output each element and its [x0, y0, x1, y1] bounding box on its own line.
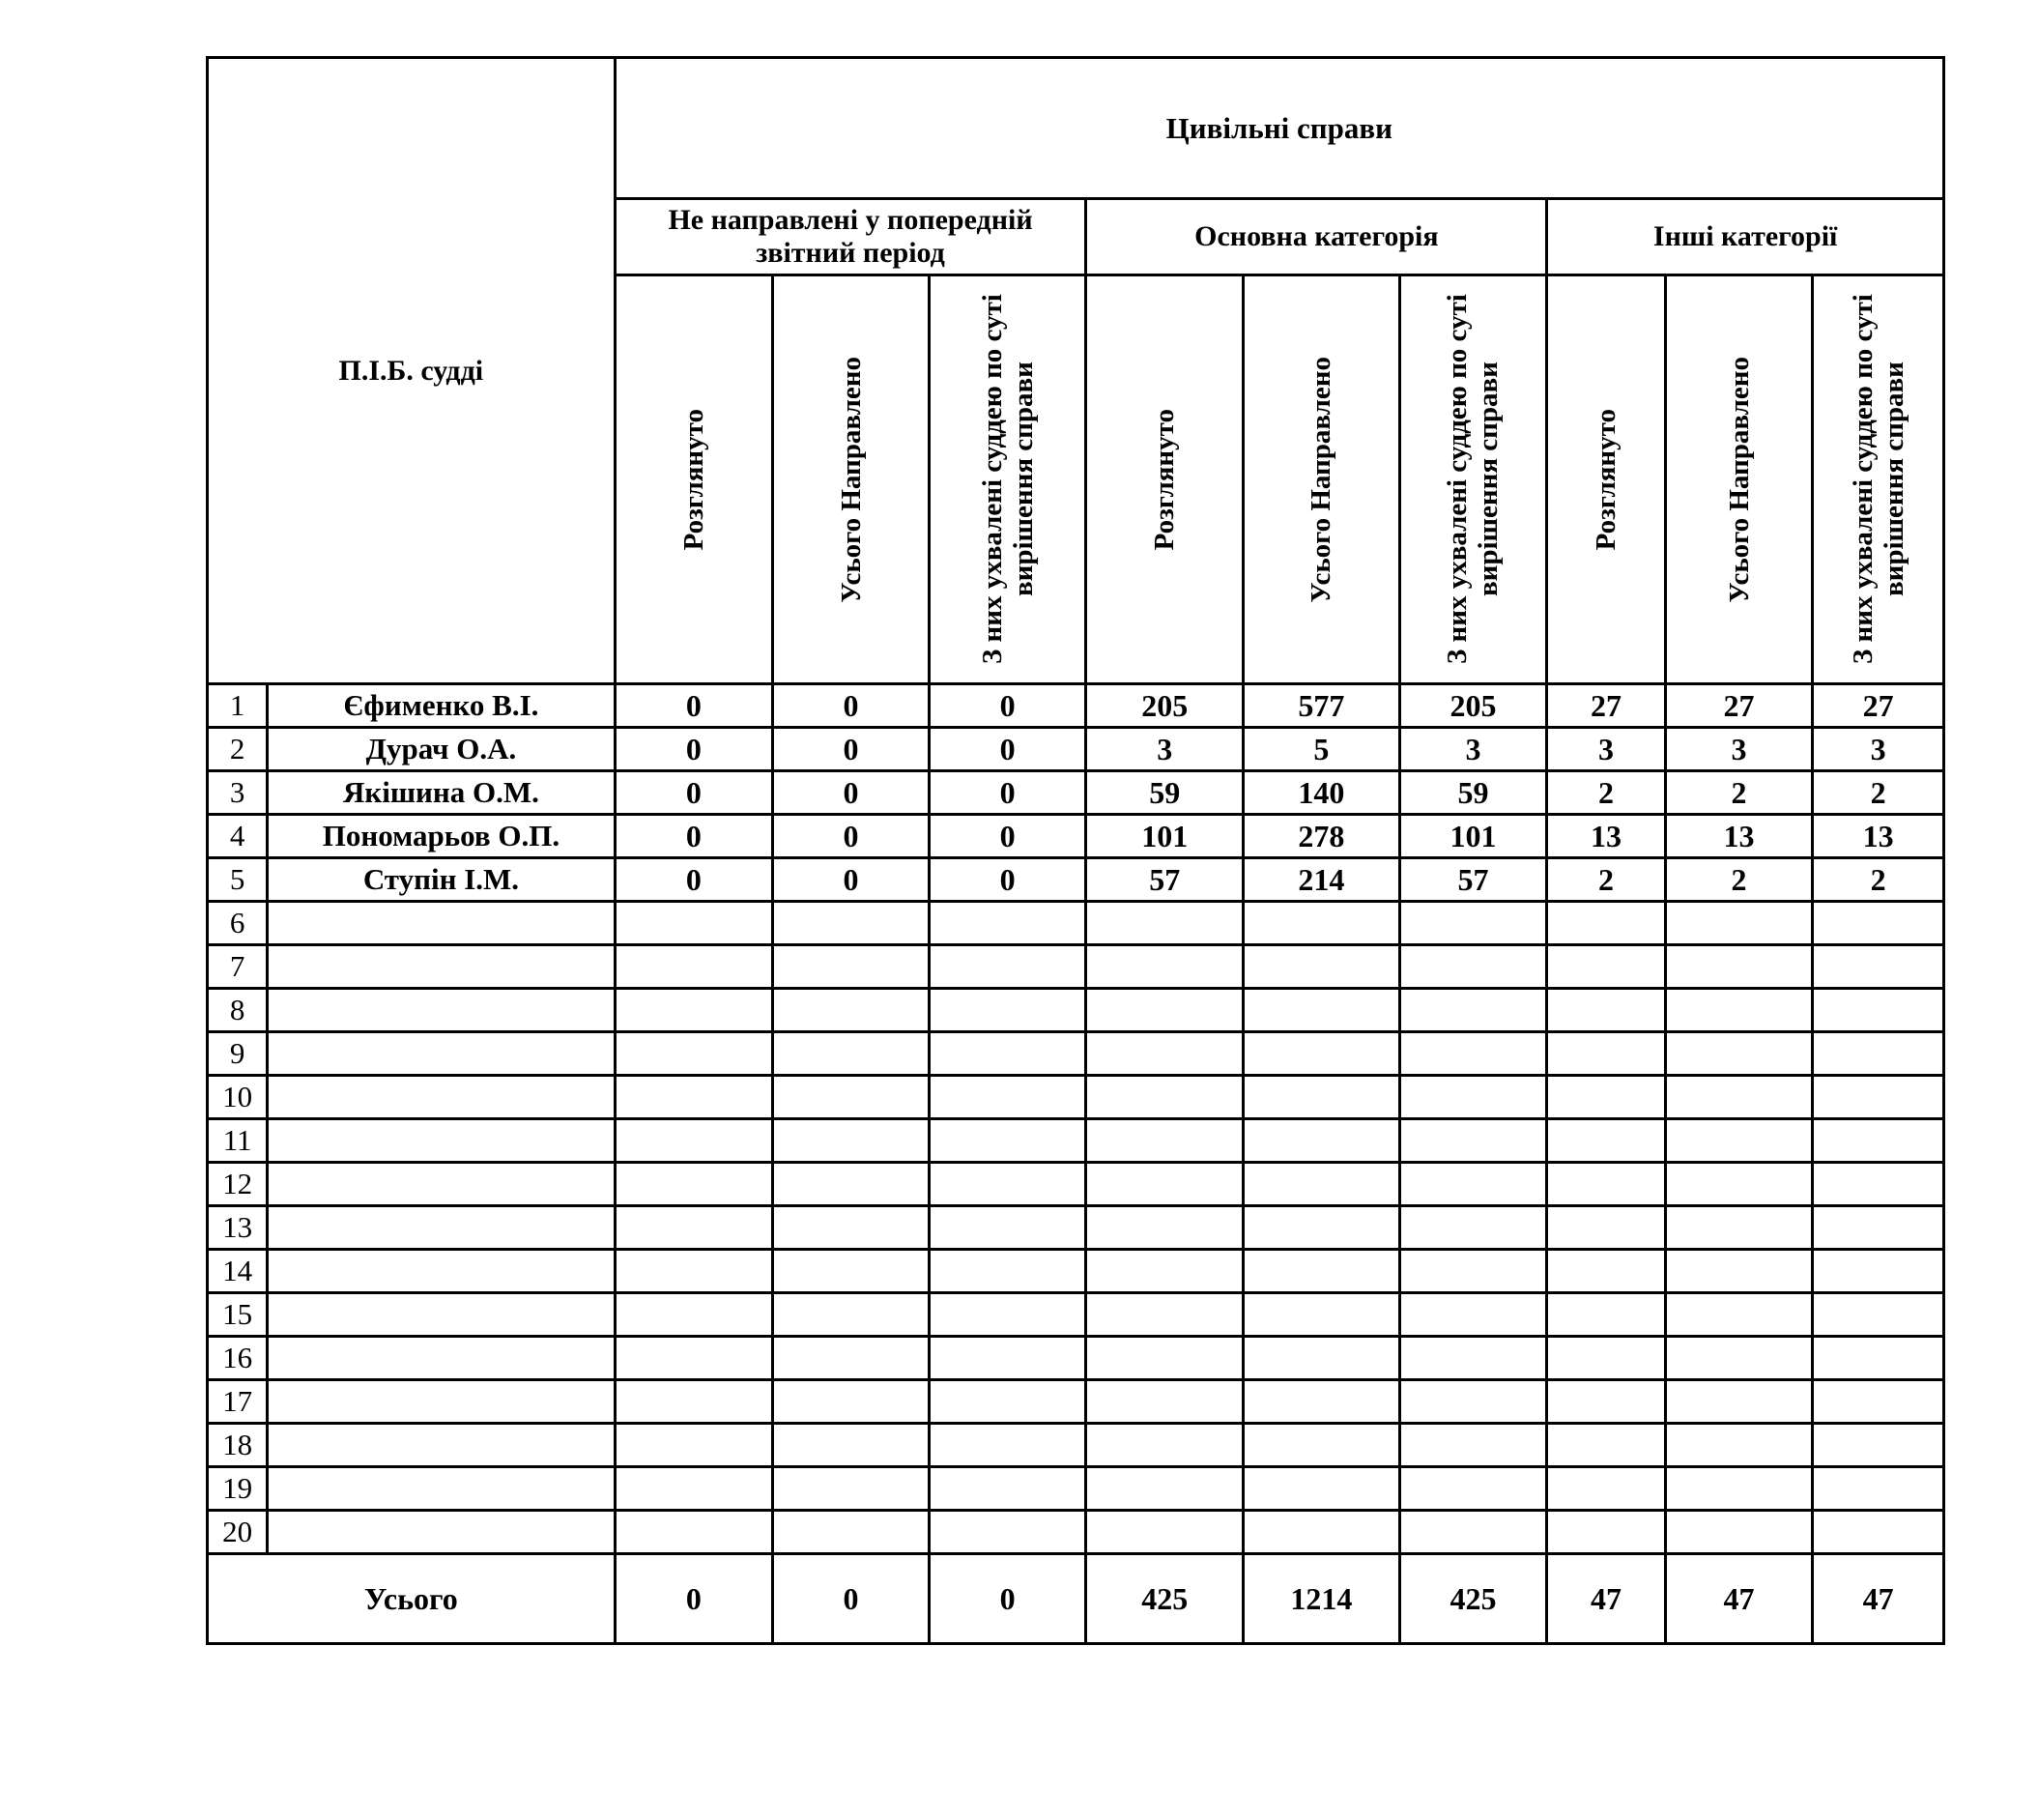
total-cell: 1214: [1244, 1554, 1400, 1644]
table-cell: [1086, 945, 1244, 989]
table-cell: [1665, 1076, 1813, 1119]
row-number: 4: [208, 815, 268, 858]
table-cell: [773, 1380, 930, 1424]
table-cell: [1547, 1206, 1665, 1250]
civil-cases-table: [206, 56, 1945, 1645]
table-row: [208, 1076, 1944, 1119]
table-cell: 27: [1813, 684, 1944, 728]
table-cell: [929, 1076, 1086, 1119]
table-cell: [1244, 1511, 1400, 1554]
table-cell: [1665, 989, 1813, 1032]
table-cell: [1086, 1119, 1244, 1163]
subcolumn-header-label: Усього Направлено: [1723, 356, 1755, 603]
total-cell: 0: [929, 1554, 1086, 1644]
table-cell: [615, 1163, 773, 1206]
table-cell: [1547, 1380, 1665, 1424]
table-cell: [773, 1293, 930, 1337]
total-cell: 0: [615, 1554, 773, 1644]
table-cell: [1244, 945, 1400, 989]
table-cell: [1813, 1032, 1944, 1076]
table-row: [208, 945, 1944, 989]
table-cell: 59: [1086, 771, 1244, 815]
subcolumn-header-label: Розглянуто: [677, 408, 709, 551]
row-number: 14: [208, 1250, 268, 1293]
table-row: [208, 1206, 1944, 1250]
table-cell: [1665, 1163, 1813, 1206]
table-cell: [929, 1250, 1086, 1293]
table-cell: 0: [773, 771, 930, 815]
table-row: [208, 902, 1944, 945]
table-row: [208, 771, 1944, 815]
subcolumn-header-label: З них ухвалені суддею по суті вирішення справи: [1847, 294, 1909, 665]
table-cell: [1244, 1163, 1400, 1206]
table-cell: [1665, 902, 1813, 945]
table-cell: 27: [1665, 684, 1813, 728]
table-cell: [773, 1206, 930, 1250]
table-cell: [1665, 945, 1813, 989]
table-cell: [929, 1163, 1086, 1206]
table-cell: 3: [1399, 728, 1547, 771]
table-cell: [773, 1467, 930, 1511]
judge-name: [268, 1206, 615, 1250]
total-cell: 0: [773, 1554, 930, 1644]
table-cell: 577: [1244, 684, 1400, 728]
table-cell: [1399, 1293, 1547, 1337]
table-cell: [1399, 1511, 1547, 1554]
table-cell: [773, 1119, 930, 1163]
table-cell: [1086, 1293, 1244, 1337]
table-cell: [1244, 1032, 1400, 1076]
table-cell: 0: [773, 728, 930, 771]
table-cell: 278: [1244, 815, 1400, 858]
table-cell: [1086, 1032, 1244, 1076]
judge-name: [268, 1337, 615, 1380]
total-cell: 47: [1547, 1554, 1665, 1644]
table-cell: [1813, 1380, 1944, 1424]
judge-name: [268, 1424, 615, 1467]
table-cell: [1547, 1032, 1665, 1076]
table-cell: [1547, 1250, 1665, 1293]
table-cell: [1813, 1337, 1944, 1380]
table-cell: [773, 1511, 930, 1554]
row-number: 11: [208, 1119, 268, 1163]
subcolumn-header: [773, 275, 930, 684]
table-cell: [929, 1206, 1086, 1250]
table-cell: [615, 1337, 773, 1380]
row-number: 19: [208, 1467, 268, 1511]
table-cell: [1399, 1424, 1547, 1467]
table-cell: 13: [1813, 815, 1944, 858]
table-cell: [1813, 1293, 1944, 1337]
table-cell: [929, 1337, 1086, 1380]
judge-name-header: П.І.Б. судді: [208, 58, 616, 684]
subcolumn-header-label: Розглянуто: [1591, 408, 1622, 551]
table-cell: [929, 1380, 1086, 1424]
table-cell: [1244, 1206, 1400, 1250]
table-cell: [1665, 1119, 1813, 1163]
judge-name: [268, 989, 615, 1032]
table-cell: [773, 902, 930, 945]
subcolumn-header: [929, 275, 1086, 684]
table-cell: [1086, 989, 1244, 1032]
table-cell: [1086, 1380, 1244, 1424]
table-cell: 214: [1244, 858, 1400, 902]
row-number: 12: [208, 1163, 268, 1206]
table-cell: [1813, 1163, 1944, 1206]
judge-name: [268, 945, 615, 989]
row-number: 13: [208, 1206, 268, 1250]
table-cell: 57: [1399, 858, 1547, 902]
table-cell: 101: [1399, 815, 1547, 858]
table-cell: [773, 1424, 930, 1467]
table-row: [208, 1163, 1944, 1206]
table-cell: [1086, 1337, 1244, 1380]
table-cell: [1665, 1511, 1813, 1554]
table-cell: [1244, 1293, 1400, 1337]
row-number: 15: [208, 1293, 268, 1337]
table-cell: 0: [929, 728, 1086, 771]
table-cell: [1399, 1467, 1547, 1511]
judge-name: Єфименко В.І.: [268, 684, 615, 728]
table-cell: [1665, 1337, 1813, 1380]
subcolumn-header: [1665, 275, 1813, 684]
judge-name: Пономарьов О.П.: [268, 815, 615, 858]
table-cell: [1244, 1076, 1400, 1119]
subcolumn-header-label: Усього Направлено: [1306, 356, 1337, 603]
table-row: [208, 989, 1944, 1032]
row-number: 17: [208, 1380, 268, 1424]
table-cell: [1244, 1337, 1400, 1380]
table-cell: [615, 989, 773, 1032]
table-cell: [773, 945, 930, 989]
judge-name: [268, 1380, 615, 1424]
table-cell: [1813, 1250, 1944, 1293]
table-cell: [1547, 1163, 1665, 1206]
table-cell: [1086, 1467, 1244, 1511]
table-cell: [929, 989, 1086, 1032]
table-cell: [1399, 989, 1547, 1032]
table-cell: [1813, 989, 1944, 1032]
table-cell: 0: [615, 858, 773, 902]
table-cell: 5: [1244, 728, 1400, 771]
table-row: [208, 1119, 1944, 1163]
subcolumn-header-label: З них ухвалені суддею по суті вирішення справи: [976, 294, 1039, 665]
table-cell: [1665, 1293, 1813, 1337]
table-cell: [1244, 1250, 1400, 1293]
table-cell: [1547, 989, 1665, 1032]
row-number: 1: [208, 684, 268, 728]
table-cell: [615, 1250, 773, 1293]
table-cell: [1399, 1076, 1547, 1119]
table-cell: [1244, 902, 1400, 945]
table-cell: 101: [1086, 815, 1244, 858]
table-cell: [1399, 1032, 1547, 1076]
table-cell: 3: [1547, 728, 1665, 771]
table-cell: 0: [773, 684, 930, 728]
table-cell: 205: [1399, 684, 1547, 728]
table-cell: [1244, 1424, 1400, 1467]
judge-name: [268, 1076, 615, 1119]
table-row: [208, 1424, 1944, 1467]
table-cell: [1813, 902, 1944, 945]
table-cell: 2: [1547, 858, 1665, 902]
subcolumn-header: [1813, 275, 1944, 684]
judge-name: [268, 1119, 615, 1163]
table-cell: [1086, 902, 1244, 945]
table-cell: [1813, 1424, 1944, 1467]
table-cell: [1399, 1337, 1547, 1380]
table-cell: [1813, 1119, 1944, 1163]
table-cell: [1547, 1424, 1665, 1467]
table-cell: [929, 1032, 1086, 1076]
table-cell: [929, 1293, 1086, 1337]
table-row: [208, 1337, 1944, 1380]
table-row: [208, 1511, 1944, 1554]
table-cell: 2: [1665, 858, 1813, 902]
subcolumn-header-label: З них ухвалені суддею по суті вирішення справи: [1442, 294, 1505, 665]
row-number: 3: [208, 771, 268, 815]
total-cell: 47: [1813, 1554, 1944, 1644]
judge-name: [268, 1032, 615, 1076]
table-cell: [1086, 1163, 1244, 1206]
row-number: 2: [208, 728, 268, 771]
subcolumn-header: [1244, 275, 1400, 684]
table-cell: [1399, 1206, 1547, 1250]
table-cell: [1086, 1076, 1244, 1119]
table-cell: [1547, 1337, 1665, 1380]
table-cell: [1244, 1380, 1400, 1424]
table-title: Цивільні справи: [615, 58, 1943, 199]
table-cell: [773, 1032, 930, 1076]
group-header-not-directed: Не направлені у попередній звітний період: [615, 199, 1086, 275]
table-row: [208, 684, 1944, 728]
table-cell: [615, 1467, 773, 1511]
judge-name: Дурач О.А.: [268, 728, 615, 771]
table-cell: [1547, 1076, 1665, 1119]
total-cell: 425: [1399, 1554, 1547, 1644]
table-cell: 57: [1086, 858, 1244, 902]
table-cell: [615, 1380, 773, 1424]
group-header-other-categories: Інші категорії: [1547, 199, 1944, 275]
table-cell: [1665, 1424, 1813, 1467]
table-cell: 2: [1547, 771, 1665, 815]
table-cell: 13: [1547, 815, 1665, 858]
table-cell: 0: [929, 858, 1086, 902]
table-cell: [1086, 1511, 1244, 1554]
table-cell: [615, 902, 773, 945]
table-cell: [1399, 1380, 1547, 1424]
table-cell: [929, 1467, 1086, 1511]
table-cell: [615, 1424, 773, 1467]
table-cell: [1399, 902, 1547, 945]
table-row: [208, 728, 1944, 771]
table-cell: [929, 1119, 1086, 1163]
table-cell: [615, 1206, 773, 1250]
table-row: [208, 1293, 1944, 1337]
table-cell: [1086, 1250, 1244, 1293]
table-cell: 205: [1086, 684, 1244, 728]
table-row: [208, 1380, 1944, 1424]
row-number: 9: [208, 1032, 268, 1076]
table-cell: [1813, 1511, 1944, 1554]
table-row: [208, 1467, 1944, 1511]
table-cell: 0: [773, 815, 930, 858]
subcolumn-header: [1547, 275, 1665, 684]
table-cell: 59: [1399, 771, 1547, 815]
table-cell: 3: [1665, 728, 1813, 771]
judge-name: Ступін І.М.: [268, 858, 615, 902]
table-cell: [773, 1337, 930, 1380]
judge-name: [268, 902, 615, 945]
table-cell: [1244, 1467, 1400, 1511]
table-cell: [615, 945, 773, 989]
table-cell: [1547, 945, 1665, 989]
total-cell: 47: [1665, 1554, 1813, 1644]
row-number: 16: [208, 1337, 268, 1380]
table-cell: [773, 1076, 930, 1119]
subcolumn-header-label: Розглянуто: [1149, 408, 1181, 551]
table-cell: 2: [1665, 771, 1813, 815]
table-cell: 3: [1086, 728, 1244, 771]
table-cell: [929, 945, 1086, 989]
subcolumn-header: [615, 275, 773, 684]
table-cell: [1547, 1511, 1665, 1554]
table-cell: [929, 902, 1086, 945]
row-number: 6: [208, 902, 268, 945]
table-cell: [1547, 902, 1665, 945]
judge-name: [268, 1293, 615, 1337]
table-cell: 27: [1547, 684, 1665, 728]
table-cell: 140: [1244, 771, 1400, 815]
row-number: 10: [208, 1076, 268, 1119]
table-row: [208, 815, 1944, 858]
judge-name: [268, 1250, 615, 1293]
group-header-main-category: Основна категорія: [1086, 199, 1547, 275]
report-sheet: [206, 56, 1945, 1715]
total-label: Усього: [208, 1554, 616, 1644]
table-cell: 0: [615, 728, 773, 771]
table-row: [208, 858, 1944, 902]
table-cell: 0: [929, 684, 1086, 728]
judge-name: [268, 1467, 615, 1511]
table-cell: [773, 1250, 930, 1293]
table-cell: [1244, 1119, 1400, 1163]
row-number: 7: [208, 945, 268, 989]
table-cell: [1665, 1206, 1813, 1250]
table-cell: [1813, 1076, 1944, 1119]
table-cell: [1665, 1380, 1813, 1424]
row-number: 8: [208, 989, 268, 1032]
table-cell: [929, 1424, 1086, 1467]
total-row: [208, 1554, 1944, 1644]
table-cell: [1399, 1119, 1547, 1163]
judge-name: Якішина О.М.: [268, 771, 615, 815]
row-number: 5: [208, 858, 268, 902]
table-cell: 0: [929, 815, 1086, 858]
table-cell: [929, 1511, 1086, 1554]
table-cell: 2: [1813, 858, 1944, 902]
table-row: [208, 1250, 1944, 1293]
table-cell: 0: [615, 684, 773, 728]
subcolumn-header: [1399, 275, 1547, 684]
subcolumn-header-label: Усього Направлено: [835, 356, 867, 603]
table-cell: [615, 1119, 773, 1163]
table-cell: [1813, 1467, 1944, 1511]
table-cell: [1665, 1032, 1813, 1076]
table-cell: 13: [1665, 815, 1813, 858]
row-number: 18: [208, 1424, 268, 1467]
table-cell: [1086, 1424, 1244, 1467]
table-cell: [615, 1032, 773, 1076]
table-cell: [1086, 1206, 1244, 1250]
table-cell: [1665, 1467, 1813, 1511]
table-cell: [1547, 1293, 1665, 1337]
table-cell: [773, 989, 930, 1032]
table-cell: [1547, 1119, 1665, 1163]
table-cell: 2: [1813, 771, 1944, 815]
table-cell: 0: [929, 771, 1086, 815]
table-cell: [615, 1293, 773, 1337]
table-row: [208, 1032, 1944, 1076]
row-number: 20: [208, 1511, 268, 1554]
table-cell: [1813, 1206, 1944, 1250]
table-cell: 3: [1813, 728, 1944, 771]
table-cell: [1547, 1467, 1665, 1511]
table-cell: 0: [615, 771, 773, 815]
table-cell: [1244, 989, 1400, 1032]
judge-name: [268, 1163, 615, 1206]
table-cell: 0: [615, 815, 773, 858]
table-cell: 0: [773, 858, 930, 902]
subcolumn-header: [1086, 275, 1244, 684]
table-cell: [1399, 1250, 1547, 1293]
judge-name: [268, 1511, 615, 1554]
table-cell: [1665, 1250, 1813, 1293]
table-cell: [1813, 945, 1944, 989]
table-cell: [1399, 945, 1547, 989]
total-cell: 425: [1086, 1554, 1244, 1644]
table-cell: [615, 1511, 773, 1554]
table-cell: [615, 1076, 773, 1119]
table-cell: [1399, 1163, 1547, 1206]
table-cell: [773, 1163, 930, 1206]
